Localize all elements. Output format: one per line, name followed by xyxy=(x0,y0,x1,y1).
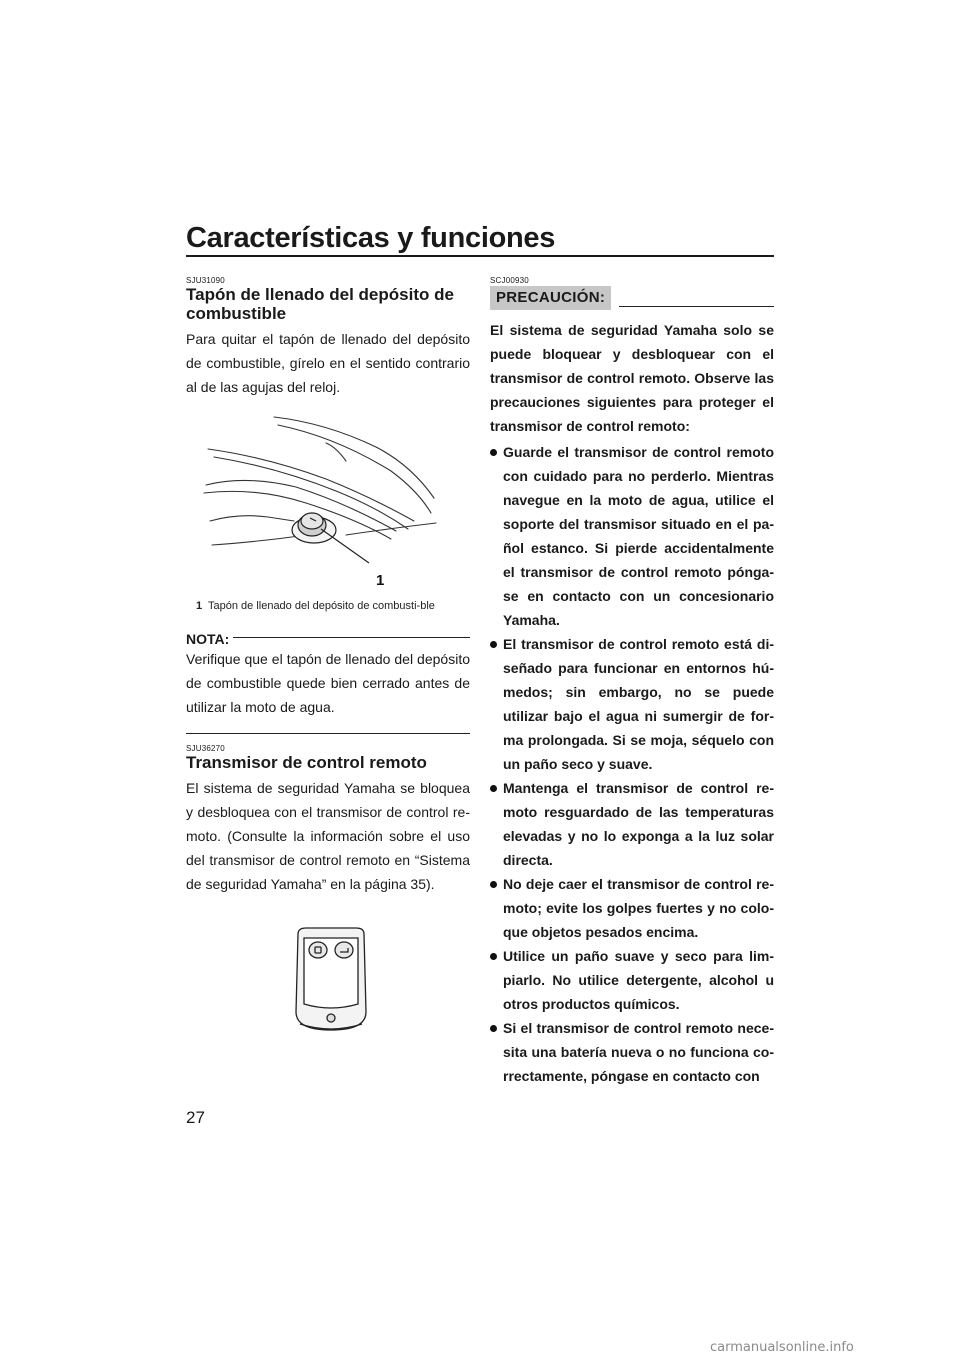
caution-item xyxy=(490,872,774,944)
caution-item xyxy=(490,632,774,776)
caution-item-text: Mantenga el transmisor de control re-moto resguardado de las temperaturas elevadas y no lo exponga a la luz solar directa. xyxy=(503,780,774,868)
caution-item-text: Si el transmisor de control remoto nece-sita una batería nueva o no funciona co-rrectamente, póngase en contacto con xyxy=(503,1020,774,1084)
caution-item-text: Utilice un paño suave y seco para lim-piarlo. No utilice detergente, alcohol u otros productos químicos. xyxy=(503,948,774,1012)
caution-item-text: El transmisor de control remoto está di-señado para funcionar en entornos hú-medos; sin embargo, no se puede utilizar bajo el agua ni sumergir de for-ma prolongada. Si se moja, séquelo con un paño seco y suave. xyxy=(503,636,774,772)
page-number: 27 xyxy=(186,1108,205,1127)
bullet-icon xyxy=(490,641,497,648)
caution-item-text: Guarde el transmisor de control remoto con cuidado para no perderlo. Mientras navegue en la moto de agua, utilice el soporte del transmisor situado en el pa-ñol estanco. Si pierde accidentalmente el transmisor de control remoto pónga-se en contacto con un concesionario Yamaha. xyxy=(503,444,774,628)
remote-description: El sistema de seguridad Yamaha se bloquea y desbloquea con el transmisor de control re-moto. (Consulte la información sobre el uso del transmisor de control remoto en “Sistema de seguridad Yamaha” en la página 35). xyxy=(186,780,470,892)
caption-number: 1 xyxy=(196,600,203,612)
caution-item-text: No deje caer el transmisor de control re-moto; evite los golpes fuertes y no colo-que objetos pesados encima. xyxy=(503,876,774,940)
bullet-icon xyxy=(490,881,497,888)
fuel-cap-illustration xyxy=(186,413,470,613)
caution-intro: El sistema de seguridad Yamaha solo se puede bloquear y desbloquear con el transmisor de control remoto. Observe las precauciones siguientes para proteger el transmisor de control remoto: xyxy=(490,322,774,434)
bullet-icon xyxy=(490,785,497,792)
caution-header xyxy=(490,286,774,310)
caution-item xyxy=(490,944,774,1016)
remote-transmitter-drawing xyxy=(286,926,376,1036)
caution-item xyxy=(490,440,774,632)
caution-rule xyxy=(619,306,774,307)
bullet-icon xyxy=(490,449,497,456)
caution-item xyxy=(490,1016,774,1088)
figure-callout-1: 1 xyxy=(376,572,385,589)
caution-code: SCJ00930 xyxy=(490,276,529,285)
caution-label: PRECAUCIÓN: xyxy=(490,286,611,310)
caution-item xyxy=(490,776,774,872)
left-column xyxy=(186,270,470,1041)
bullet-icon xyxy=(490,953,497,960)
note-end-rule xyxy=(186,733,470,734)
remote-illustration xyxy=(286,926,470,1041)
section-heading-remote: Transmisor de control remoto xyxy=(186,753,427,772)
title-rule xyxy=(186,255,774,257)
caption-text: Tapón de llenado del depósito de combusti-ble xyxy=(208,600,435,612)
fuel-cap-drawing xyxy=(186,413,470,593)
section-code: SJU36270 xyxy=(186,744,225,753)
note-rule xyxy=(233,637,470,638)
bullet-icon xyxy=(490,1025,497,1032)
section-code: SJU31090 xyxy=(186,276,225,285)
fuel-cap-instructions: Para quitar el tapón de llenado del depósito de combustible, gírelo en el sentido contrario al de las agujas del reloj. xyxy=(186,331,470,395)
section-heading-fuel-cap: Tapón de llenado del depósito de combustible xyxy=(186,285,454,323)
figure-caption xyxy=(196,600,470,613)
note-header xyxy=(186,631,470,647)
note-text: Verifique que el tapón de llenado del depósito de combustible quede bien cerrado antes de utilizar la moto de agua. xyxy=(186,651,470,715)
right-column xyxy=(490,270,774,1088)
watermark[interactable]: carmanualsonline.info xyxy=(710,1340,854,1355)
note-label: NOTA: xyxy=(186,631,230,647)
page-title: Características y funciones xyxy=(186,222,556,254)
caution-list xyxy=(490,440,774,1088)
